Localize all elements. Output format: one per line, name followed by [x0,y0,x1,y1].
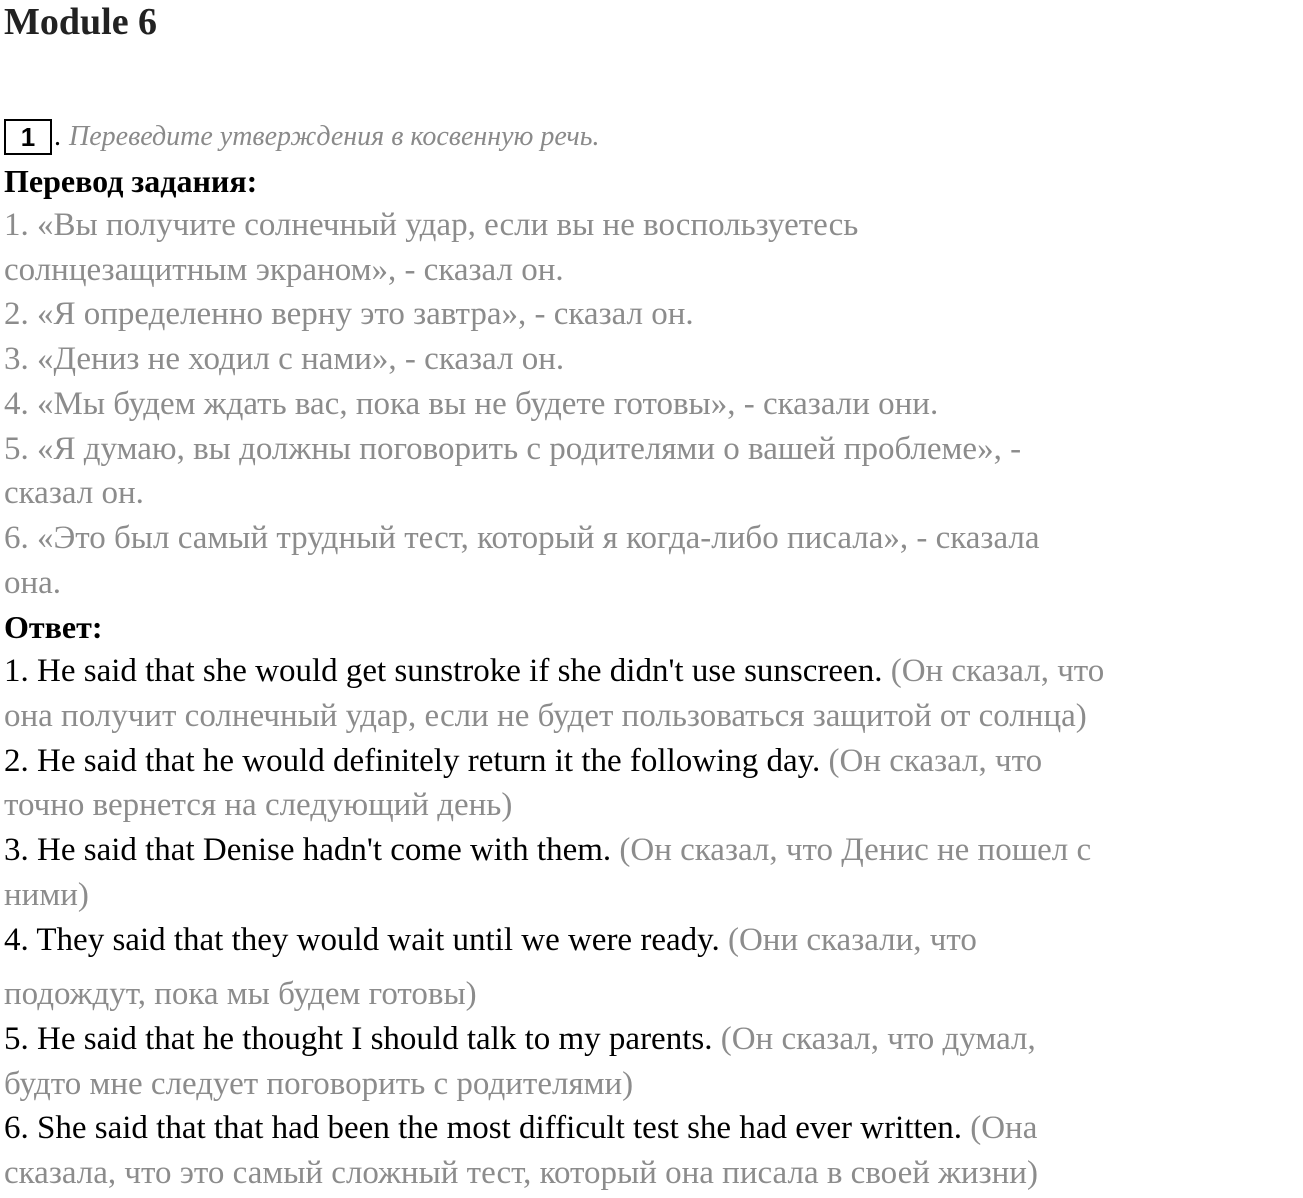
translation-line: 3. «Дениз не ходил с нами», - сказал он. [4,341,565,378]
answer-english: 5. He said that he thought I should talk to my parents. [4,1020,713,1057]
answer-russian-end: она получит солнечный удар, если не будет пользоваться защитой от солнца) [4,698,1087,735]
page-title: Module 6 [4,1,158,43]
line-gap [4,962,1300,972]
answer-russian-end: точно вернется на следующий день) [4,787,513,824]
answer-russian-end: сказала, что это самый сложный тест, который она писала в своей жизни) [4,1155,1038,1192]
answer-item [4,1106,1300,1195]
answer-english: 2. He said that he would definitely return it the following day. [4,742,821,779]
translation-block [4,203,1300,605]
answer-item [4,1017,1300,1106]
translation-heading: Перевод задания: [4,163,258,199]
task-instruction: Переведите утверждения в косвенную речь. [69,121,600,152]
answer-english: 1. He said that she would get sunstroke if she didn't use sunscreen. [4,653,883,690]
translation-line: 2. «Я определенно верну это завтра», - сказал он. [4,296,694,333]
translation-line: 4. «Мы будем ждать вас, пока вы не будете готовы», - сказали они. [4,385,939,422]
translation-line: 5. «Я думаю, вы должны поговорить с родителями о вашей проблеме», - [4,430,1022,467]
answer-item [4,828,1300,917]
answer-russian-start: (Он сказал, что думал, [712,1020,1036,1057]
answer-item [4,649,1300,738]
translation-line: она. [4,564,62,601]
task-number-dot: . [54,121,61,152]
answer-russian-start: (Он сказал, что [820,742,1043,779]
translation-line: 1. «Вы получите солнечный удар, если вы не воспользуетесь [4,207,859,243]
answer-russian-end: будто мне следует поговорить с родителями) [4,1065,634,1102]
answer-english: 3. He said that Denise hadn't come with them. [4,832,612,869]
answer-russian-start: (Он сказал, что Денис не пошел с [611,832,1092,869]
answer-item [4,739,1300,828]
translation-line: сказал он. [4,475,144,512]
answer-russian-end: ними) [4,876,89,913]
answer-russian-start: (Они сказали, что [719,921,977,958]
answer-english: 6. She said that that had been the most difficult test she had ever written. [4,1110,962,1147]
answer-item [4,918,1300,1017]
translation-line: солнцезащитным экраном», - сказал он. [4,251,564,288]
task-number-box: 1 [4,119,52,155]
answer-russian-start: (Она [961,1110,1038,1147]
answer-russian-end: подождут, пока мы будем готовы) [4,976,477,1013]
answer-russian-start: (Он сказал, что [882,653,1105,690]
answer-heading: Ответ: [4,609,103,646]
answer-english: 4. They said that they would wait until we were ready. [4,921,720,958]
task-header [4,115,1300,159]
translation-line: 6. «Это был самый трудный тест, который я когда-либо писала», - сказала [4,519,1040,556]
document-page [4,0,1300,1196]
answer-block [4,649,1300,1195]
